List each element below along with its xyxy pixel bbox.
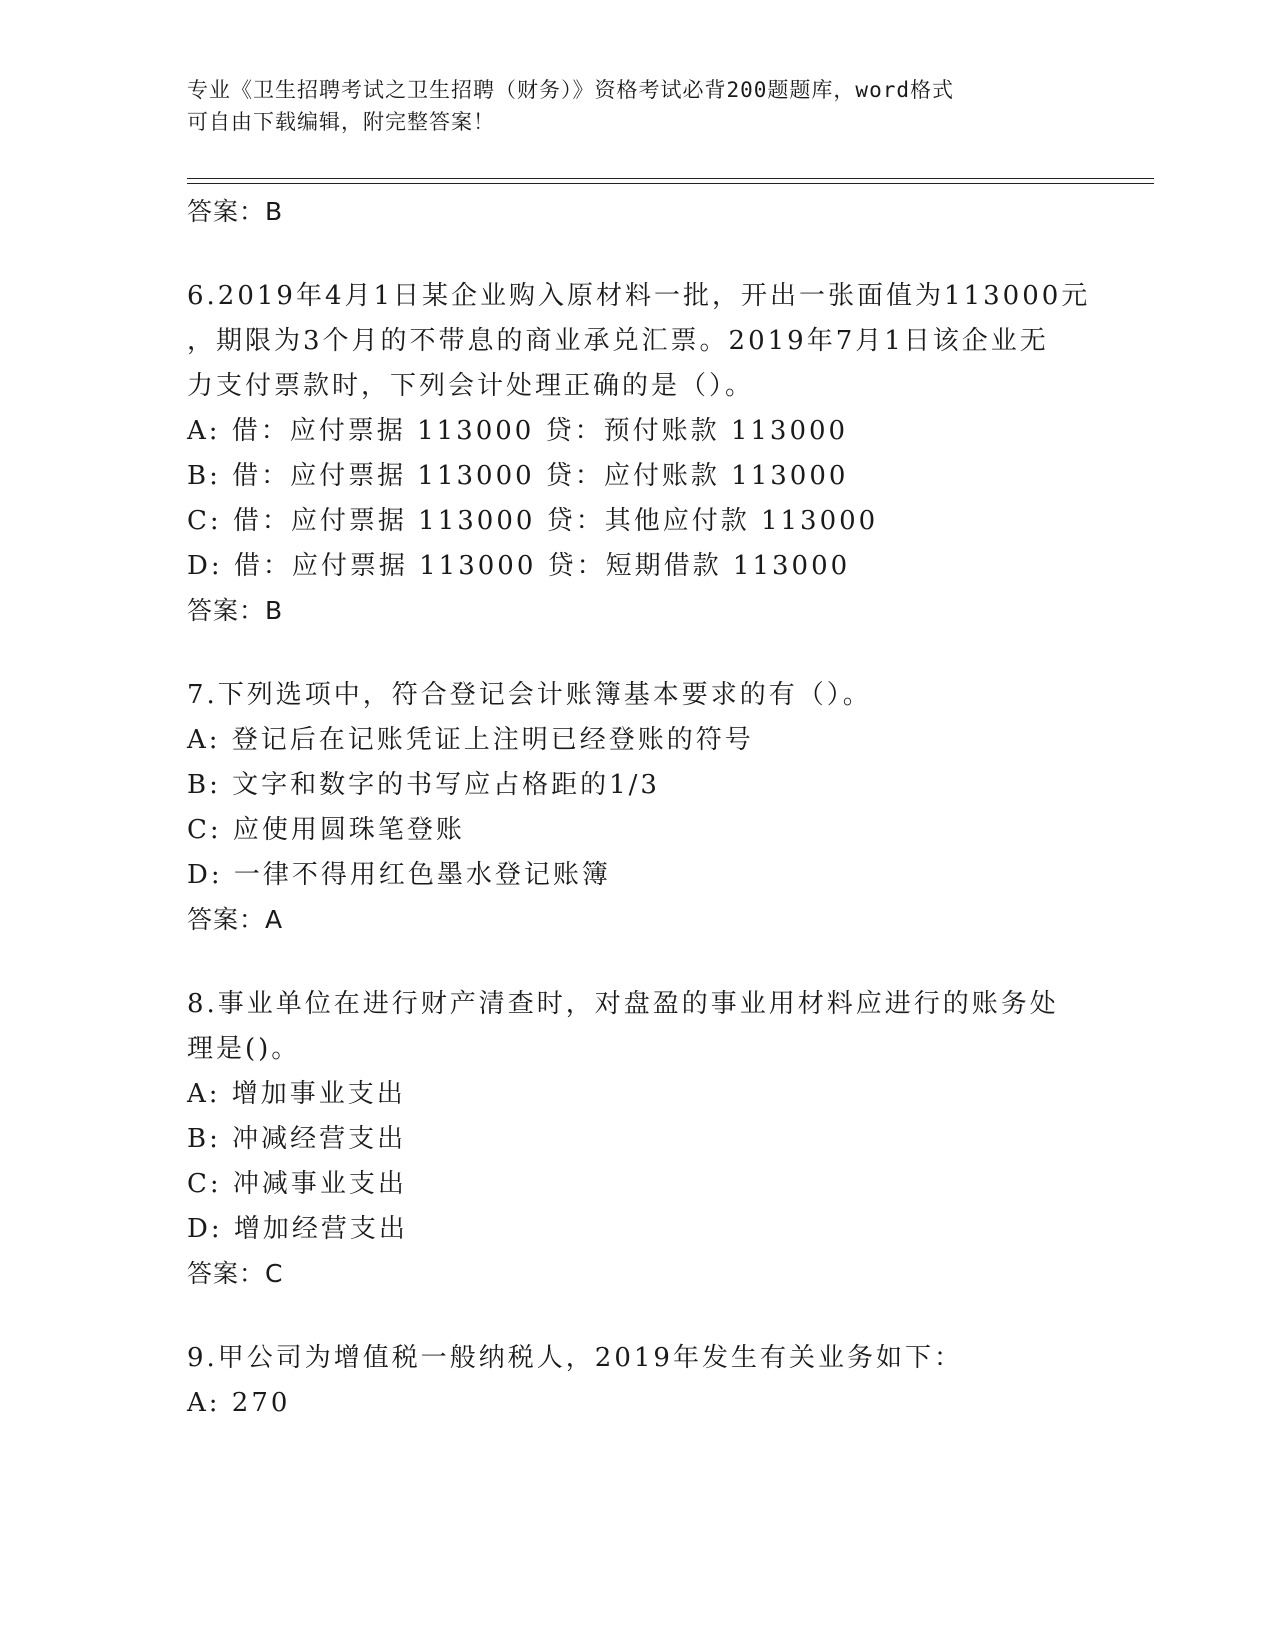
question-text-line: 力支付票款时，下列会计处理正确的是（）。: [187, 371, 755, 401]
answer-line: 答案：B: [187, 596, 284, 625]
option-a: A: 借：应付票据 113000 贷：预付账款 113000: [187, 416, 849, 446]
question-text-line: 6.2019年4月1日某企业购入原材料一批，开出一张面值为113000元: [187, 281, 1091, 311]
question-8: [187, 982, 1087, 1296]
header-line-1: 专业《卫生招聘考试之卫生招聘（财务）》资格考试必背200题题库，word格式: [187, 78, 954, 102]
option-d: D: 增加经营支出: [187, 1214, 408, 1244]
option-b: B: 借：应付票据 113000 贷：应付账款 113000: [187, 461, 849, 491]
option-a: A: 增加事业支出: [187, 1079, 406, 1109]
option-d: D: 借：应付票据 113000 贷：短期借款 113000: [187, 551, 851, 581]
header-rule-bottom: [187, 183, 1154, 184]
document-body: [187, 190, 1091, 1426]
header-line-2: 可自由下载编辑，附完整答案！: [187, 110, 495, 134]
option-c: C: 冲减事业支出: [187, 1169, 407, 1199]
document-header: [187, 74, 1087, 138]
question-6: [187, 274, 1091, 633]
question-text-line: 8.事业单位在进行财产清查时，对盘盈的事业用材料应进行的账务处: [187, 989, 1059, 1019]
question-text-line: 理是()。: [187, 1034, 301, 1064]
option-d: D: 一律不得用红色墨水登记账簿: [187, 860, 611, 890]
answer-line: 答案：B: [187, 197, 284, 226]
question-7: [187, 673, 1087, 942]
question-text-line: 9.甲公司为增值税一般纳税人，2019年发生有关业务如下：: [187, 1343, 963, 1373]
answer-line: 答案：A: [187, 905, 284, 934]
option-a: A: 登记后在记账凭证上注明已经登账的符号: [187, 725, 754, 755]
answer-line: 答案：C: [187, 1259, 284, 1288]
option-c: C: 应使用圆珠笔登账: [187, 815, 465, 845]
question-9: [187, 1336, 1087, 1426]
option-b: B: 冲减经营支出: [187, 1124, 407, 1154]
option-b: B: 文字和数字的书写应占格距的1/3: [187, 770, 660, 800]
header-rule-top: [187, 178, 1154, 179]
question-text-line: ，期限为3个月的不带息的商业承兑汇票。2019年7月1日该企业无: [187, 326, 1049, 356]
question-text-line: 7.下列选项中，符合登记会计账簿基本要求的有（）。: [187, 680, 872, 710]
option-c: C: 借：应付票据 113000 贷：其他应付款 113000: [187, 506, 879, 536]
option-a: A: 270: [187, 1388, 291, 1418]
